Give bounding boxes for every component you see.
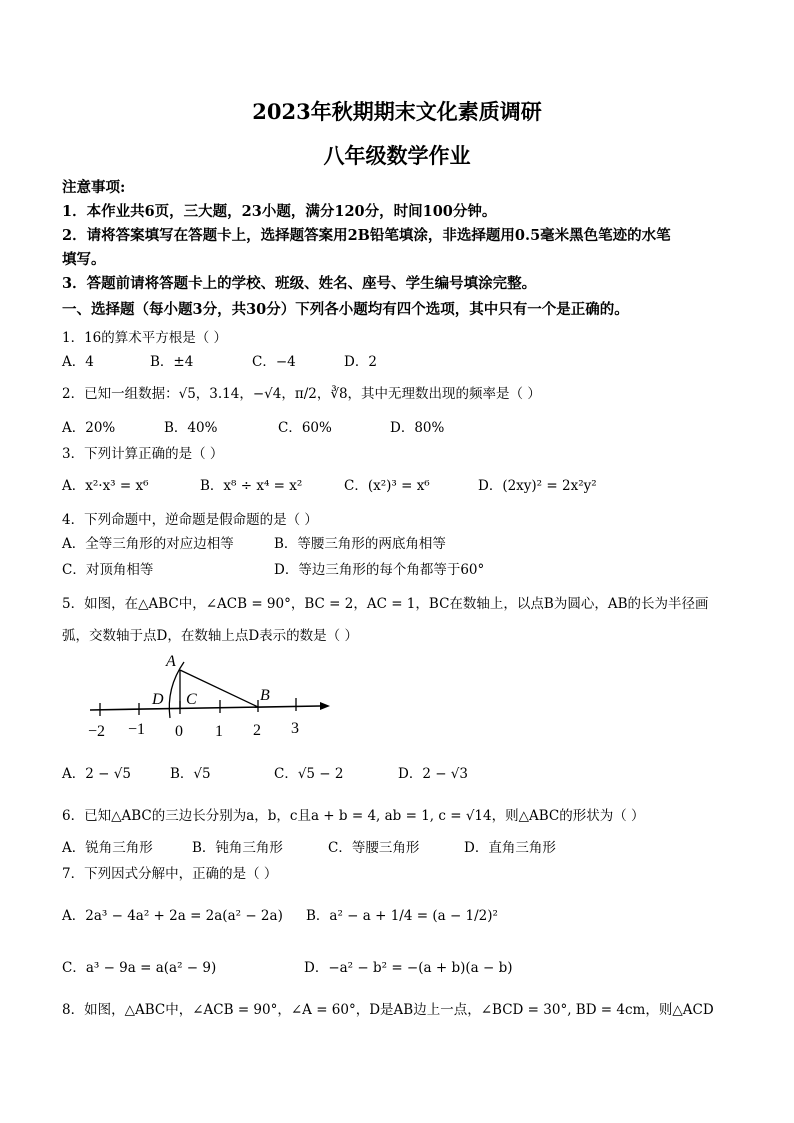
q1-option-c: C．−4 [252,354,296,370]
number-line-axis [90,706,320,710]
tick-label-neg1: −1 [128,721,146,738]
q2-option-d: D．80% [390,420,445,436]
q7-option-d: D．−a² − b² = −(a + b)(a − b) [304,960,513,976]
tick-label-3: 3 [291,720,299,737]
q5-stem-line2: 弧，交数轴于点D，在数轴上点D表示的数是（ ） [62,628,358,644]
note-2-cont: 填写。 [62,251,106,268]
label-b: B [260,687,270,704]
q1-option-d: D．2 [344,354,377,370]
q7-option-a: A．2a³ − 4a² + 2a = 2a(a² − 2a) [62,908,283,924]
q3-stem: 3．下列计算正确的是（ ） [62,446,224,462]
q6-option-c: C．等腰三角形 [328,840,420,856]
q4-option-d: D．等边三角形的每个角都等于60° [274,562,485,578]
q2-stem: 2．已知一组数据：√5，3.14，−√4，π/2，∛8，其中无理数出现的频率是（ ） [62,386,541,402]
q7-option-c: C．a³ − 9a = a(a² − 9) [62,960,217,976]
q4-stem: 4．下列命题中，逆命题是假命题的是（ ） [62,512,318,528]
q1-stem: 1．16的算术平方根是（ ） [62,330,228,346]
q5-option-c: C．√5 − 2 [274,766,344,782]
q3-option-b: B．x⁸ ÷ x⁴ = x² [200,478,303,494]
q4-option-a: A．全等三角形的对应边相等 [62,536,234,552]
q6-option-b: B．钝角三角形 [192,840,283,856]
q2-option-c: C．60% [278,420,332,436]
tick-label-neg2: −2 [88,723,106,740]
q5-option-a: A．2 − √5 [62,766,131,782]
q3-option-a: A．x²·x³ = x⁶ [62,478,149,494]
note-2: 2．请将答案填写在答题卡上，选择题答案用2B铅笔填涂，非选择题用0.5毫米黑色笔迹的水笔 [62,227,671,244]
q8-stem: 8．如图，△ABC中，∠ACB = 90°，∠A = 60°，D是AB边上一点，∠BCD = 30°, BD = 4cm，则△ACD [62,1002,714,1018]
q5-number-line-figure [80,648,340,748]
q3-option-c: C．(x²)³ = x⁶ [344,478,430,494]
q6-option-d: D．直角三角形 [464,840,556,856]
page-subtitle: 八年级数学作业 [323,143,471,168]
q2-option-b: B．40% [164,420,218,436]
section-1-heading: 一、选择题（每小题3分，共30分）下列各小题均有四个选项，其中只有一个是正确的。 [62,301,629,318]
note-1: 1．本作业共6页，三大题，23小题，满分120分，时间100分钟。 [62,203,497,220]
note-3: 3．答题前请将答题卡上的学校、班级、姓名、座号、学生编号填涂完整。 [62,275,537,292]
q7-stem: 7．下列因式分解中，正确的是（ ） [62,866,278,882]
q5-option-d: D．2 − √3 [398,766,468,782]
page-title: 2023年秋期期末文化素质调研 [252,99,542,124]
tick-label-2: 2 [253,722,261,739]
tick-label-0: 0 [175,723,183,740]
q2-option-a: A．20% [62,420,116,436]
q7-option-b: B．a² − a + 1/4 = (a − 1/2)² [306,908,498,924]
q4-option-c: C．对顶角相等 [62,562,154,578]
q5-stem-line1: 5．如图，在△ABC中，∠ACB = 90°，BC = 2，AC = 1，BC在数轴上，以点B为圆心，AB的长为半径画 [62,596,709,612]
tick-label-1: 1 [215,723,223,740]
q3-option-d: D．(2xy)² = 2x²y² [478,478,597,494]
number-line-arrow [320,702,330,710]
q4-option-b: B．等腰三角形的两底角相等 [274,536,446,552]
label-c: C [186,691,197,708]
label-a: A [166,653,176,670]
q6-option-a: A．锐角三角形 [62,840,153,856]
q1-option-b: B．±4 [150,354,194,370]
label-d: D [152,691,164,708]
q5-option-b: B．√5 [170,766,211,782]
q6-stem: 6．已知△ABC的三边长分别为a，b，c且a + b = 4, ab = 1, c = √14，则△ABC的形状为（ ） [62,808,645,824]
notes-heading: 注意事项: [62,179,126,196]
q1-option-a: A．4 [62,354,94,370]
